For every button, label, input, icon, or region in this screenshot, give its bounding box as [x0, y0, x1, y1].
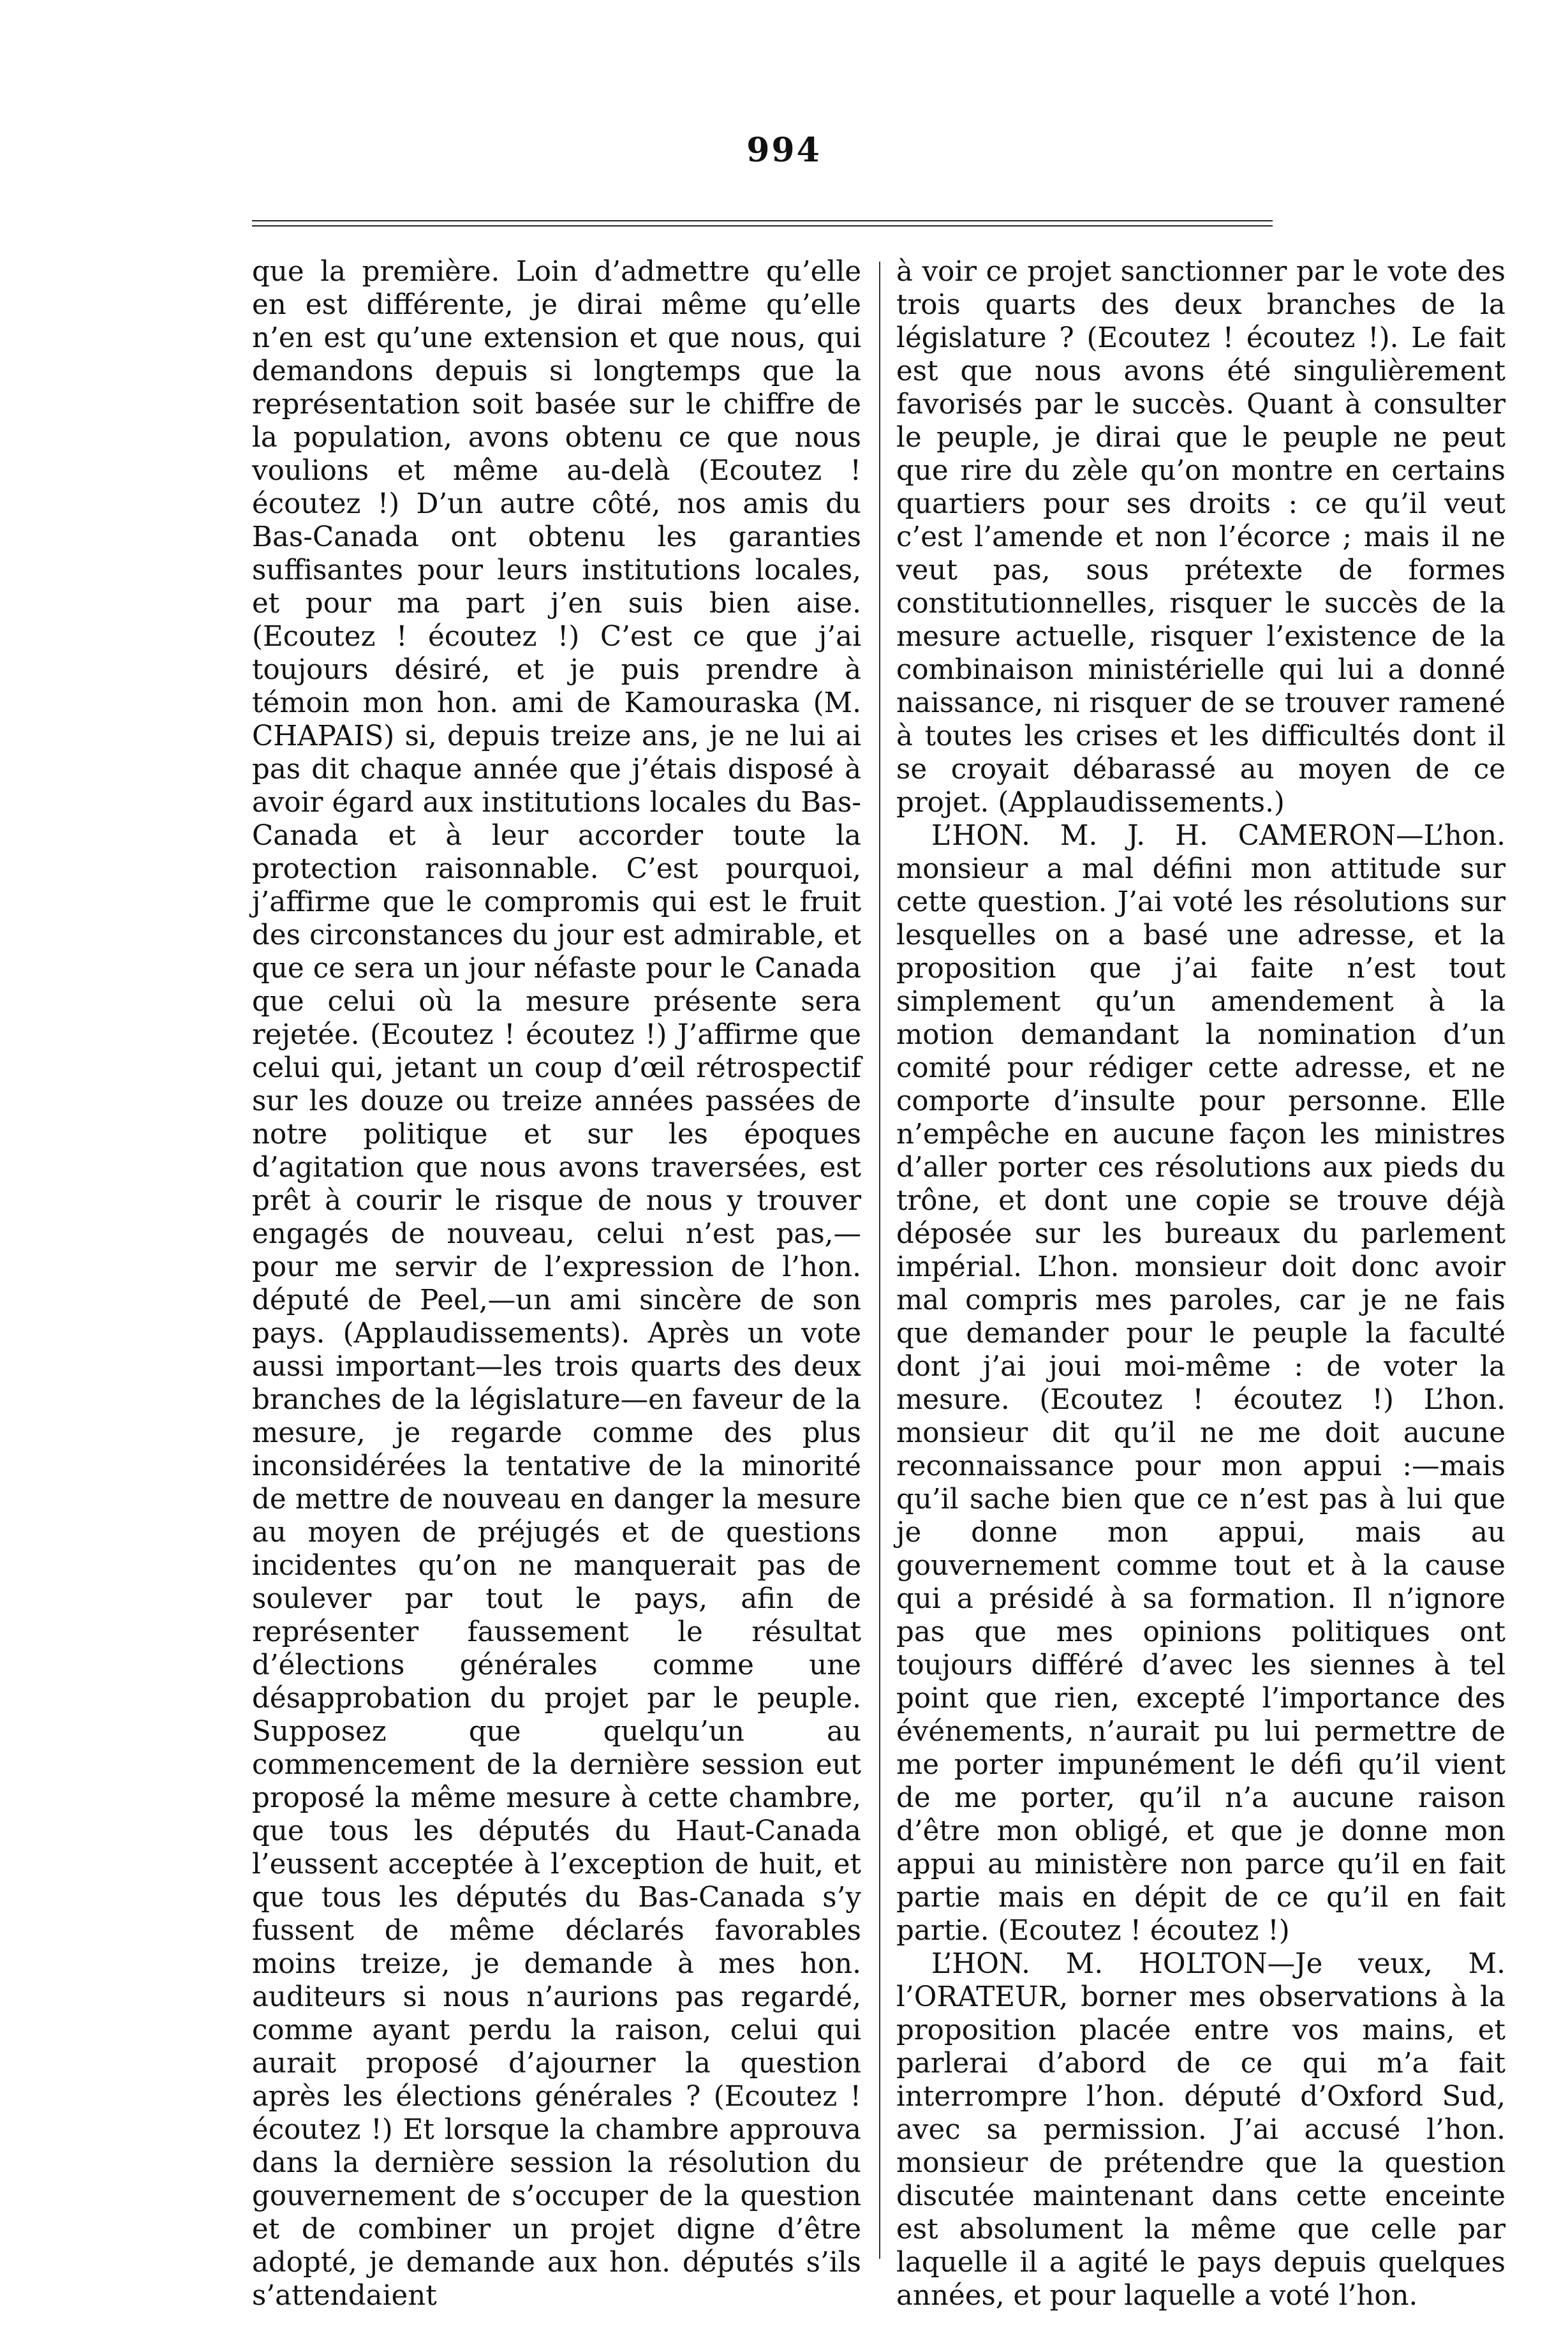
- right-column: [896, 255, 1505, 2312]
- right-paragraph-1: à voir ce projet sanctionner par le vote des trois quarts des deux branches de la législature ? (Ecoutez ! écoutez !). Le fait est que nous avons été singulièrement favorisés par le succès. Quant à consulter le peuple, je dirai que le peuple ne peut que rire du zèle qu’on montre en certains quartiers pour ses droits : ce qu’il veut c’est l’amende et non l’écorce ; mais il ne veut pas, sous prétexte de formes constitutionnelles, risquer le succès de la mesure actuelle, risquer l’existence de la combinaison ministérielle qui lui a donné naissance, ni risquer de se trouver ramené à toutes les crises et les difficultés dont il se croyait débarassé au moyen de ce projet. (Applaudissements.): [896, 256, 1505, 819]
- left-paragraph-1: que la première. Loin d’admettre qu’elle en est différente, je dirai même qu’elle n’en est qu’une extension et que nous, qui demandons depuis si longtemps que la représentation soit basée sur le chiffre de la population, avons obtenu ce que nous voulions et même au-delà (Ecoutez ! écoutez !) D’un autre côté, nos amis du Bas-Canada ont obtenu les garanties suffisantes pour leurs institutions locales, et pour ma part j’en suis bien aise. (Ecoutez ! écoutez !) C’est ce que j’ai toujours désiré, et je puis prendre à témoin mon hon. ami de Kamouraska (M. CHAPAIS) si, depuis treize ans, je ne lui ai pas dit chaque année que j’étais disposé à avoir égard aux institutions locales du Bas-Canada et à leur accorder toute la protection raisonnable. C’est pourquoi, j’affirme que le compromis qui est le fruit des circonstances du jour est admirable, et que ce sera un jour néfaste pour le Canada que celui où la mesure présente sera rejetée. (Ecoutez ! écoutez !) J’affirme que celui qui, jetant un coup d’œil rétrospectif sur les douze ou treize années passées de notre politique et sur les époques d’agitation que nous avons traversées, est prêt à courir le risque de nous y trouver engagés de nouveau, celui n’est pas,—pour me servir de l’expression de l’hon. député de Peel,—un ami sincère de son pays. (Applaudissements). Après un vote aussi important—les trois quarts des deux branches de la législature—en faveur de la mesure, je regarde comme des plus inconsidérées la tentative de la minorité de mettre de nouveau en danger la mesure au moyen de préjugés et de questions incidentes qu’on ne manquerait pas de soulever par tout le pays, afin de représenter faussement le résultat d’élections générales comme une désapprobation du projet par le peuple. Supposez que quelqu’un au commencement de la dernière session eut proposé la même mesure à cette chambre, que tous les députés du Haut-Canada l’eussent acceptée à l’exception de huit, et que tous les députés du Bas-Canada s’y fussent de même déclarés favorables moins treize, je demande à mes hon. auditeurs si nous n’aurions pas regardé, comme ayant perdu la raison, celui qui aurait proposé d’ajourner la question après les élections générales ? (Ecoutez ! écoutez !) Et lorsque la chambre approuva dans la dernière session la résolution du gouvernement de s’occuper de la question et de combiner un projet digne d’être adopté, je demande aux hon. députés s’ils s’attendaient: [252, 256, 861, 2312]
- right-paragraph-holton: L’HON. M. HOLTON—Je veux, M. l’ORATEUR, borner mes observations à la proposition placée entre vos mains, et parlerai d’abord de ce qui m’a fait interrompre l’hon. député d’Oxford Sud, avec sa permission. J’ai accusé l’hon. monsieur de prétendre que la question discutée maintenant dans cette enceinte est absolument la même que celle par laquelle il a agité le pays depuis quelques années, et pour laquelle a voté l’hon.: [896, 1948, 1505, 2312]
- column-divider: [879, 262, 880, 2259]
- page-number: 994: [746, 131, 822, 170]
- header-rule-bottom: [252, 225, 1273, 227]
- right-paragraph-cameron: L’HON. M. J. H. CAMERON—L’hon. monsieur a mal défini mon attitude sur cette question. J’ai voté les résolutions sur lesquelles on a basé une adresse, et la proposition que j’ai faite n’est tout simplement qu’un amendement à la motion demandant la nomination d’un comité pour rédiger cette adresse, et ne comporte d’insulte pour personne. Elle n’empêche en aucune façon les ministres d’aller porter ces résolutions aux pieds du trône, et dont une copie se trouve déjà déposée sur les bureaux du parlement impérial. L’hon. monsieur doit donc avoir mal compris mes paroles, car je ne fais que demander pour le peuple la faculté dont j’ai joui moi-même : de voter la mesure. (Ecoutez ! écoutez !) L’hon. monsieur dit qu’il ne me doit aucune reconnaissance pour mon appui :—mais qu’il sache bien que ce n’est pas à lui que je donne mon appui, mais au gouvernement comme tout et à la cause qui a présidé à sa formation. Il n’ignore pas que mes opinions politiques ont toujours différé d’avec les siennes à tel point que rien, excepté l’importance des événements, n’aurait pu lui permettre de me porter impunément le défi qu’il vient de me porter, qu’il n’a aucune raison d’être mon obligé, et que je donne mon appui au ministère non parce qu’il en fait partie mais en dépit de ce qu’il en fait partie. (Ecoutez ! écoutez !): [896, 820, 1505, 1947]
- header-rule-top: [252, 220, 1273, 221]
- left-column: [252, 255, 861, 2312]
